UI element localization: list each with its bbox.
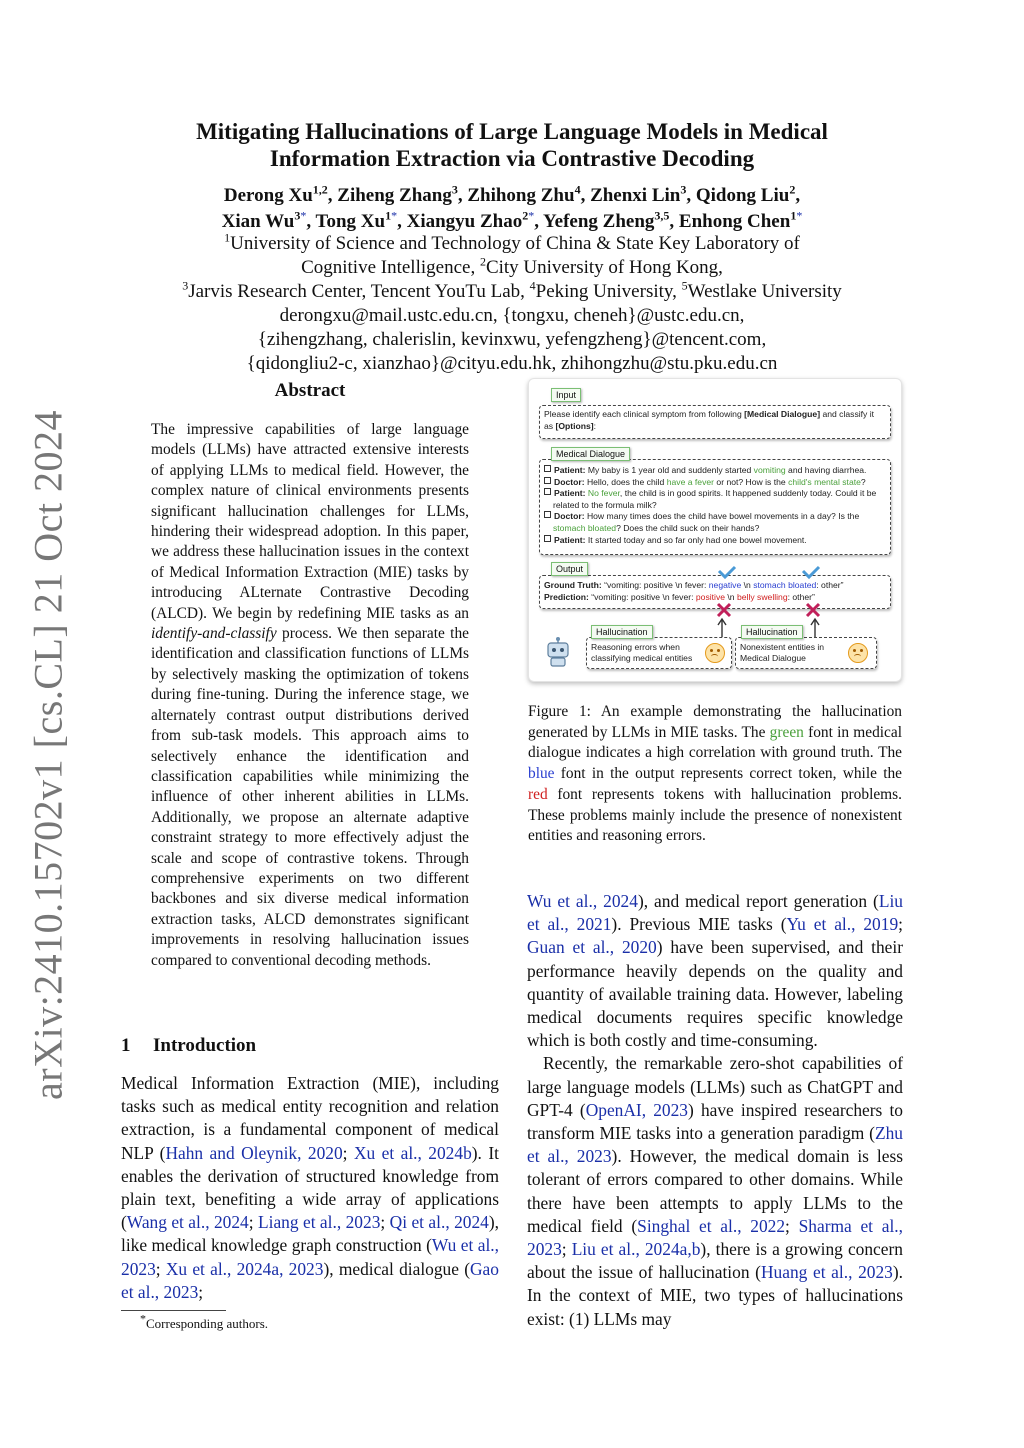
dialogue-line: Patient: My baby is 1 year old and suddenly started vomiting and having diarrhea.	[544, 465, 884, 477]
citation[interactable]: Wang et al., 2024	[126, 1212, 249, 1233]
citation[interactable]: Guan et al., 2020	[527, 937, 657, 958]
section-heading: 1 Introduction	[121, 1035, 257, 1056]
output-box	[539, 575, 891, 609]
hallucination-tag: Hallucination	[741, 625, 803, 639]
citation[interactable]: Wu et al., 2023	[121, 1235, 499, 1279]
input-tag: Input	[551, 388, 581, 402]
citation[interactable]: Huang et al., 2023	[760, 1262, 893, 1283]
citation[interactable]: Sharma et al., 2023	[527, 1215, 903, 1260]
citation[interactable]: Yu et al., 2019	[786, 914, 899, 935]
dialogue-line: Doctor: How many times does the child have bowel movements in a day? Is the stomach bloated? Does the child suck on their hands?	[544, 511, 884, 534]
email-line: derongxu@mail.ustc.edu.cn, {tongxu, cheneh}@ustc.edu.cn,	[279, 305, 745, 326]
citation[interactable]: Hahn and Oleynik, 2020	[165, 1142, 343, 1163]
footnote-rule	[121, 1310, 226, 1311]
hallucination-tag: Hallucination	[591, 625, 653, 639]
cross-icon	[805, 602, 821, 618]
dialogue-tag: Medical Dialogue	[551, 447, 630, 461]
sad-face-icon	[705, 643, 725, 663]
dialogue-line: Doctor: Hello, does the child have a fever or not? How is the child's mental state?	[544, 477, 884, 489]
citation[interactable]: Gao et al., 2023	[121, 1258, 499, 1302]
email-line: {qidongliu2-c, xianzhao}@cityu.edu.hk, zhihongzhu@stu.pku.edu.cn	[246, 353, 778, 374]
check-icon	[717, 565, 737, 579]
abstract-heading: Abstract	[274, 380, 346, 401]
dialogue-box	[539, 459, 891, 555]
affiliations: $^1$University of Science and Technology of China & State Key Laboratory of Cognitive Intelligence, $^2$City University of Hong Kong, $^3$Jarvis Research Center, Tencent YouTu Lab, $^4$Peking University, $^5$Westlake University derongxu@mail.ustc.edu.cn, {tongxu, cheneh}@ustc.edu.cn, {zihengzhang, chalerislin, kevinxwu, yefengzheng}@tencent.com, {qidongliu2-c, xianzhao}@cityu.edu.hk, zhihongzhu@stu.pku.edu.cn	[120, 232, 904, 376]
citation[interactable]: Liang et al., 2023	[258, 1212, 381, 1233]
prediction-line: Prediction: “vomiting: positive \n fever: positive \n belly swelling: other”	[544, 591, 815, 602]
arxiv-stamp: arXiv:2410.15702v1 [cs.CL] 21 Oct 2024	[25, 409, 71, 1101]
email-line: {zihengzhang, chalerislin, kevinxwu, yefengzheng}@tencent.com,	[257, 329, 767, 350]
citation[interactable]: Singhal et al., 2022	[637, 1215, 786, 1236]
figure-caption: Figure 1: An example demonstrating the hallucination generated by LLMs in MIE tasks. The green font in medical dialogue indicates a high correlation with ground truth. The blue font in the output represents correct token, while the red font represents tokens with hallucination problems. These problems mainly include the presence of nonexistent entities and reasoning errors.	[528, 703, 902, 845]
citation[interactable]: Liu et al., 2024a,b	[571, 1239, 701, 1260]
paper-title: Mitigating Hallucinations of Large Language Models in Medical Information Extraction via Contrastive Decoding	[196, 119, 828, 171]
hallucination-box-nonexistent: Nonexistent entities in Medical Dialogue	[735, 637, 877, 669]
ground-truth-line: Ground Truth: “vomiting: positive \n fever: negative \n stomach bloated: other”	[544, 580, 844, 590]
citation[interactable]: Wu et al., 2024	[527, 891, 638, 911]
robot-icon	[545, 637, 571, 667]
dialogue-line: Patient: It started today and so far only had one bowel movement.	[544, 535, 884, 547]
citation[interactable]: Zhu et al., 2023	[527, 1123, 903, 1167]
input-box: Please identify each clinical symptom from following [Medical Dialogue] and classify it as [Options]:	[539, 405, 891, 439]
cross-icon	[716, 602, 732, 618]
dialogue-line: Patient: No fever, the child is in good spirits. It happened suddenly today. Could it be related to the formula milk?	[544, 488, 884, 511]
intro-right-column: Wu et al., 2024), and medical report generation (Liu et al., 2021). Previous MIE tasks (Yu et al., 2019; Guan et al., 2020) have been supervised, and their performance heavily depends on the quality and quantity of available training data. However, labeling medical documents requires specific knowledge which is both costly and time-consuming. Recently, the remarkable zero-shot capabilities of large language models (LLMs) such as ChatGPT and GPT-4 (OpenAI, 2023) have inspired researchers to transform MIE tasks into a generation paradigm (Zhu et al., 2023). However, the medical domain is less tolerant of errors compared to other domains. While there have been attempts to apply LLMs to the medical field (Singhal et al., 2022; Sharma et al., 2023; Liu et al., 2024a,b), there is a growing concern about the issue of hallucination (Huang et al., 2023). In the context of MIE, two types of hallucinations exist: (1) LLMs may	[527, 891, 904, 1329]
intro-left-column: Medical Information Extraction (MIE), including tasks such as medical entity recognition and relation extraction, is a fundamental component of medical NLP (Hahn and Oleynik, 2020; Xu et al., 2024b). It enables the derivation of structured knowledge from plain text, benefiting a wide array of applications (Wang et al., 2024; Liang et al., 2023; Qi et al., 2024), like medical knowledge graph construction (Wu et al., 2023; Xu et al., 2024a, 2023), medical dialogue (Gao et al., 2023;	[121, 1073, 499, 1302]
hallucination-box-reasoning: Reasoning errors when classifying medical entities	[586, 637, 732, 669]
figure-1	[528, 378, 902, 682]
sad-face-icon	[848, 643, 868, 663]
check-icon	[801, 565, 821, 579]
citation[interactable]: Liu et al., 2021	[527, 891, 903, 935]
author-list: Derong Xu$^{1,2}$, Ziheng Zhang$^3$, Zhihong Zhu$^4$, Zhenxi Lin$^3$, Qidong Liu$^2$, Xian $Wu^{3*}$, Tong $Xu^{1*}$, Xiangyu Zhao$^{2*}$, Yefeng Zheng$^{3,5}$, Enhong Chen$^{1*}$	[221, 182, 803, 232]
citation[interactable]: OpenAI, 2023	[585, 1099, 688, 1120]
citation[interactable]: Xu et al., 2024b	[353, 1142, 472, 1163]
citation[interactable]: Xu et al., 2024a, 2023	[165, 1258, 324, 1279]
abstract-text: The impressive capabilities of large language models (LLMs) have attracted extensive interests of applying LLMs to medical field. However, the complex nature of clinical environments presents significant hallucination challenges for LLMs, hindering their widespread adoption. In this paper, we address these hallucination issues in the context of Medical Information Extraction (MIE) tasks by introducing ALternate Contrastive Decoding (ALCD). We begin by redefining MIE tasks as an identify-and-classify process. We then separate the identification and classification functions of LLMs by selectively masking the optimization of tokens during fine-tuning. During the inference stage, we alternately contrast output distributions derived from sub-task models. This approach aims to selectively enhance the identification and classification capabilities while minimizing the influence of other inherent abilities in LLMs. Additionally, we propose an alternate adaptive constraint strategy to more effectively adjust the scale and scope of contrastive tokens. Through comprehensive experiments on two different backbones and six diverse medical information extraction tasks, ALCD demonstrates significant improvements in resolving hallucination issues compared to conventional decoding methods.	[151, 421, 469, 969]
citation[interactable]: Qi et al., 2024	[389, 1212, 489, 1233]
output-tag: Output	[551, 562, 588, 576]
footnote: *Corresponding authors.	[140, 1311, 269, 1331]
